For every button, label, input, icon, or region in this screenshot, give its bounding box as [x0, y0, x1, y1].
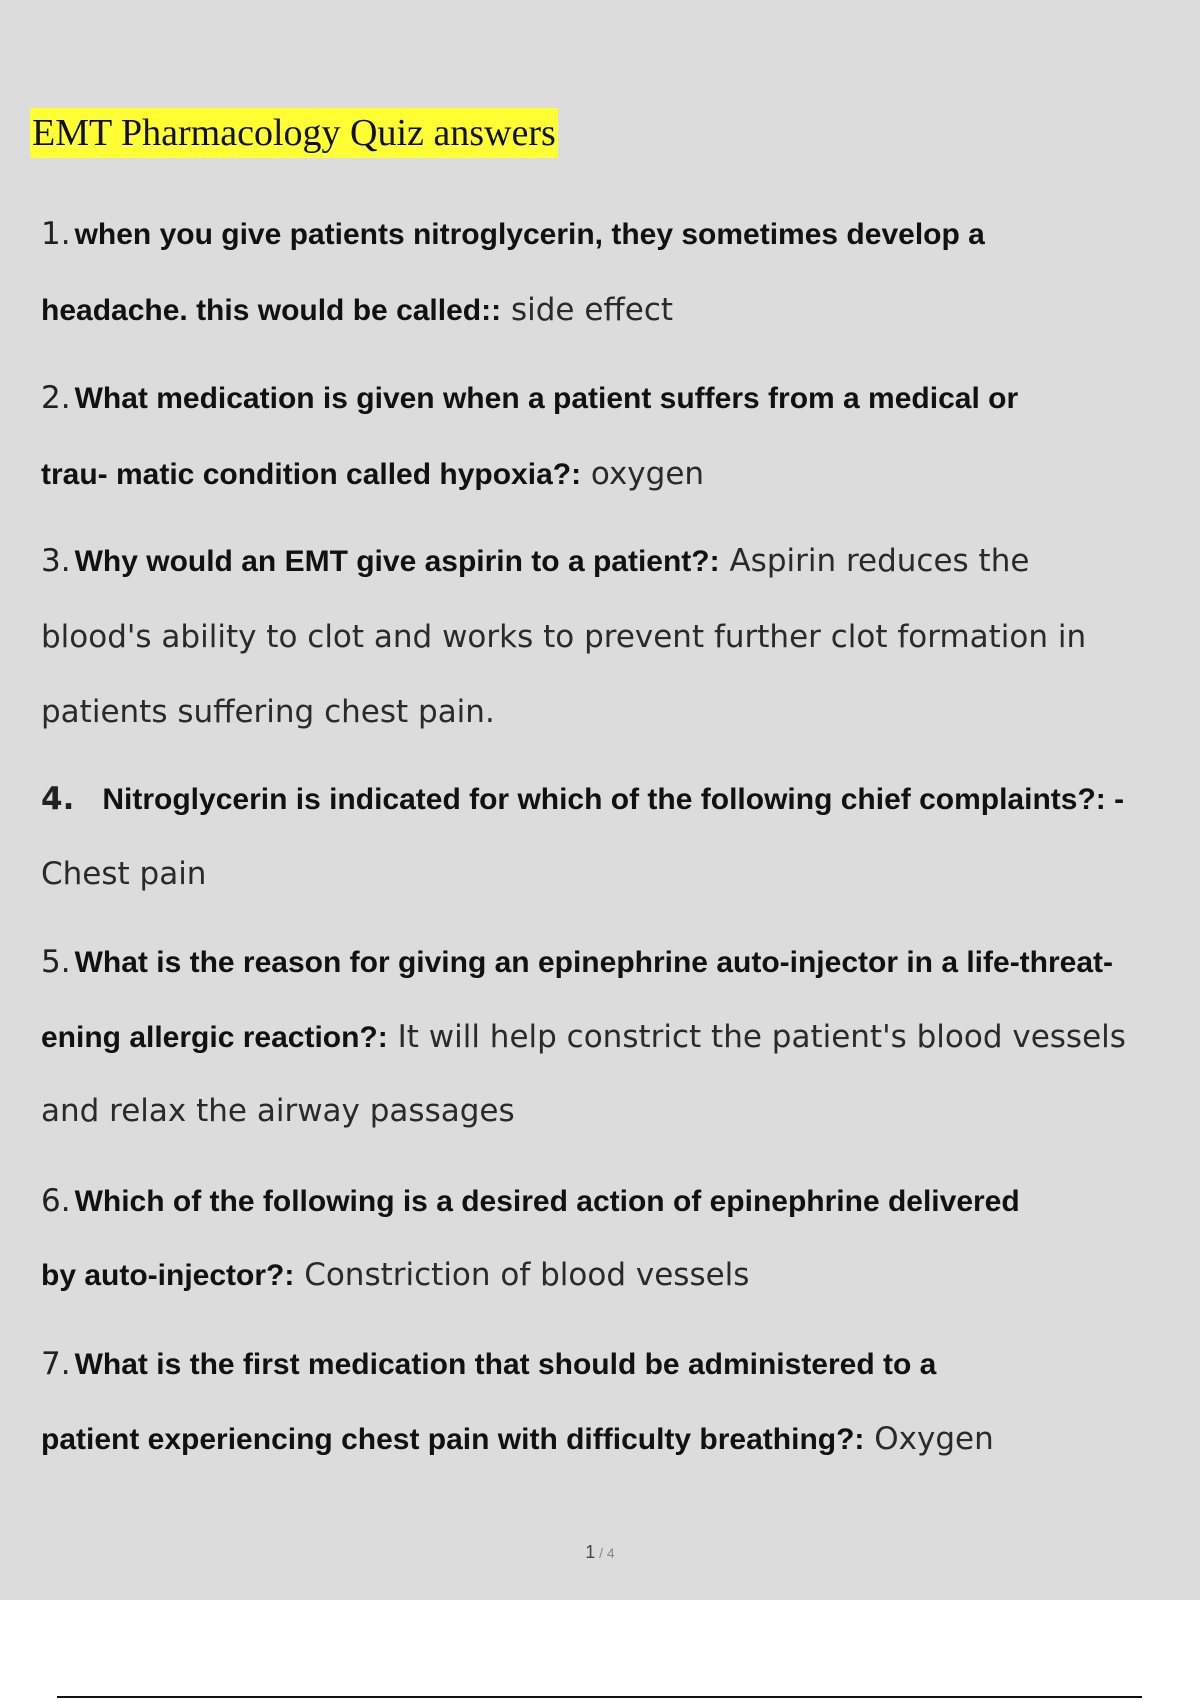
total-pages: / 4	[595, 1545, 615, 1561]
item-number: 5.	[41, 944, 71, 980]
question-text: What is the reason for giving an epinephrine auto-injector in a life-threat-	[74, 946, 1114, 979]
answer-text: Chest pain	[41, 856, 207, 892]
answer-text: blood's ability to clot and works to prevent further clot formation in	[41, 619, 1087, 655]
question-text: What is the first medication that should be administered to a	[74, 1348, 937, 1381]
question-text: patient experiencing chest pain with difficulty breathing?:	[41, 1423, 865, 1456]
current-page: 1	[585, 1542, 596, 1562]
question-text: ening allergic reaction?:	[41, 1021, 388, 1054]
item-number: 1.	[41, 216, 71, 252]
item-number: 4.	[41, 781, 75, 817]
item-number: 3.	[41, 543, 71, 579]
item-number: 7.	[41, 1346, 71, 1382]
answer-text: Aspirin reduces the	[719, 543, 1030, 579]
answer-text: and relax the airway passages	[41, 1093, 515, 1129]
page-number	[0, 1542, 1200, 1563]
question-text: Which of the following is a desired action of epinephrine delivered	[74, 1185, 1020, 1218]
next-page-rule	[57, 1696, 1142, 1698]
answer-text: patients suffering chest pain.	[41, 694, 495, 730]
item-number: 2.	[41, 380, 71, 416]
answer-text: oxygen	[581, 456, 705, 492]
document-title: EMT Pharmacology Quiz answers	[30, 108, 558, 158]
item-number: 6.	[41, 1183, 71, 1219]
question-text: Nitroglycerin is indicated for which of the following chief complaints?: -	[102, 783, 1125, 816]
answer-text: Oxygen	[864, 1421, 994, 1457]
question-text: when you give patients nitroglycerin, they sometimes develop a	[74, 218, 985, 251]
answer-text: side effect	[501, 292, 674, 328]
question-text: trau- matic condition called hypoxia?:	[41, 458, 582, 491]
answer-text: It will help constrict the patient's blood vessels	[387, 1019, 1126, 1055]
answer-text: Constriction of blood vessels	[294, 1257, 750, 1293]
question-text: headache. this would be called::	[41, 294, 502, 327]
question-text: What medication is given when a patient suffers from a medical or	[74, 382, 1019, 415]
question-text: by auto-injector?:	[41, 1259, 295, 1292]
question-text: Why would an EMT give aspirin to a patient?:	[74, 545, 720, 578]
